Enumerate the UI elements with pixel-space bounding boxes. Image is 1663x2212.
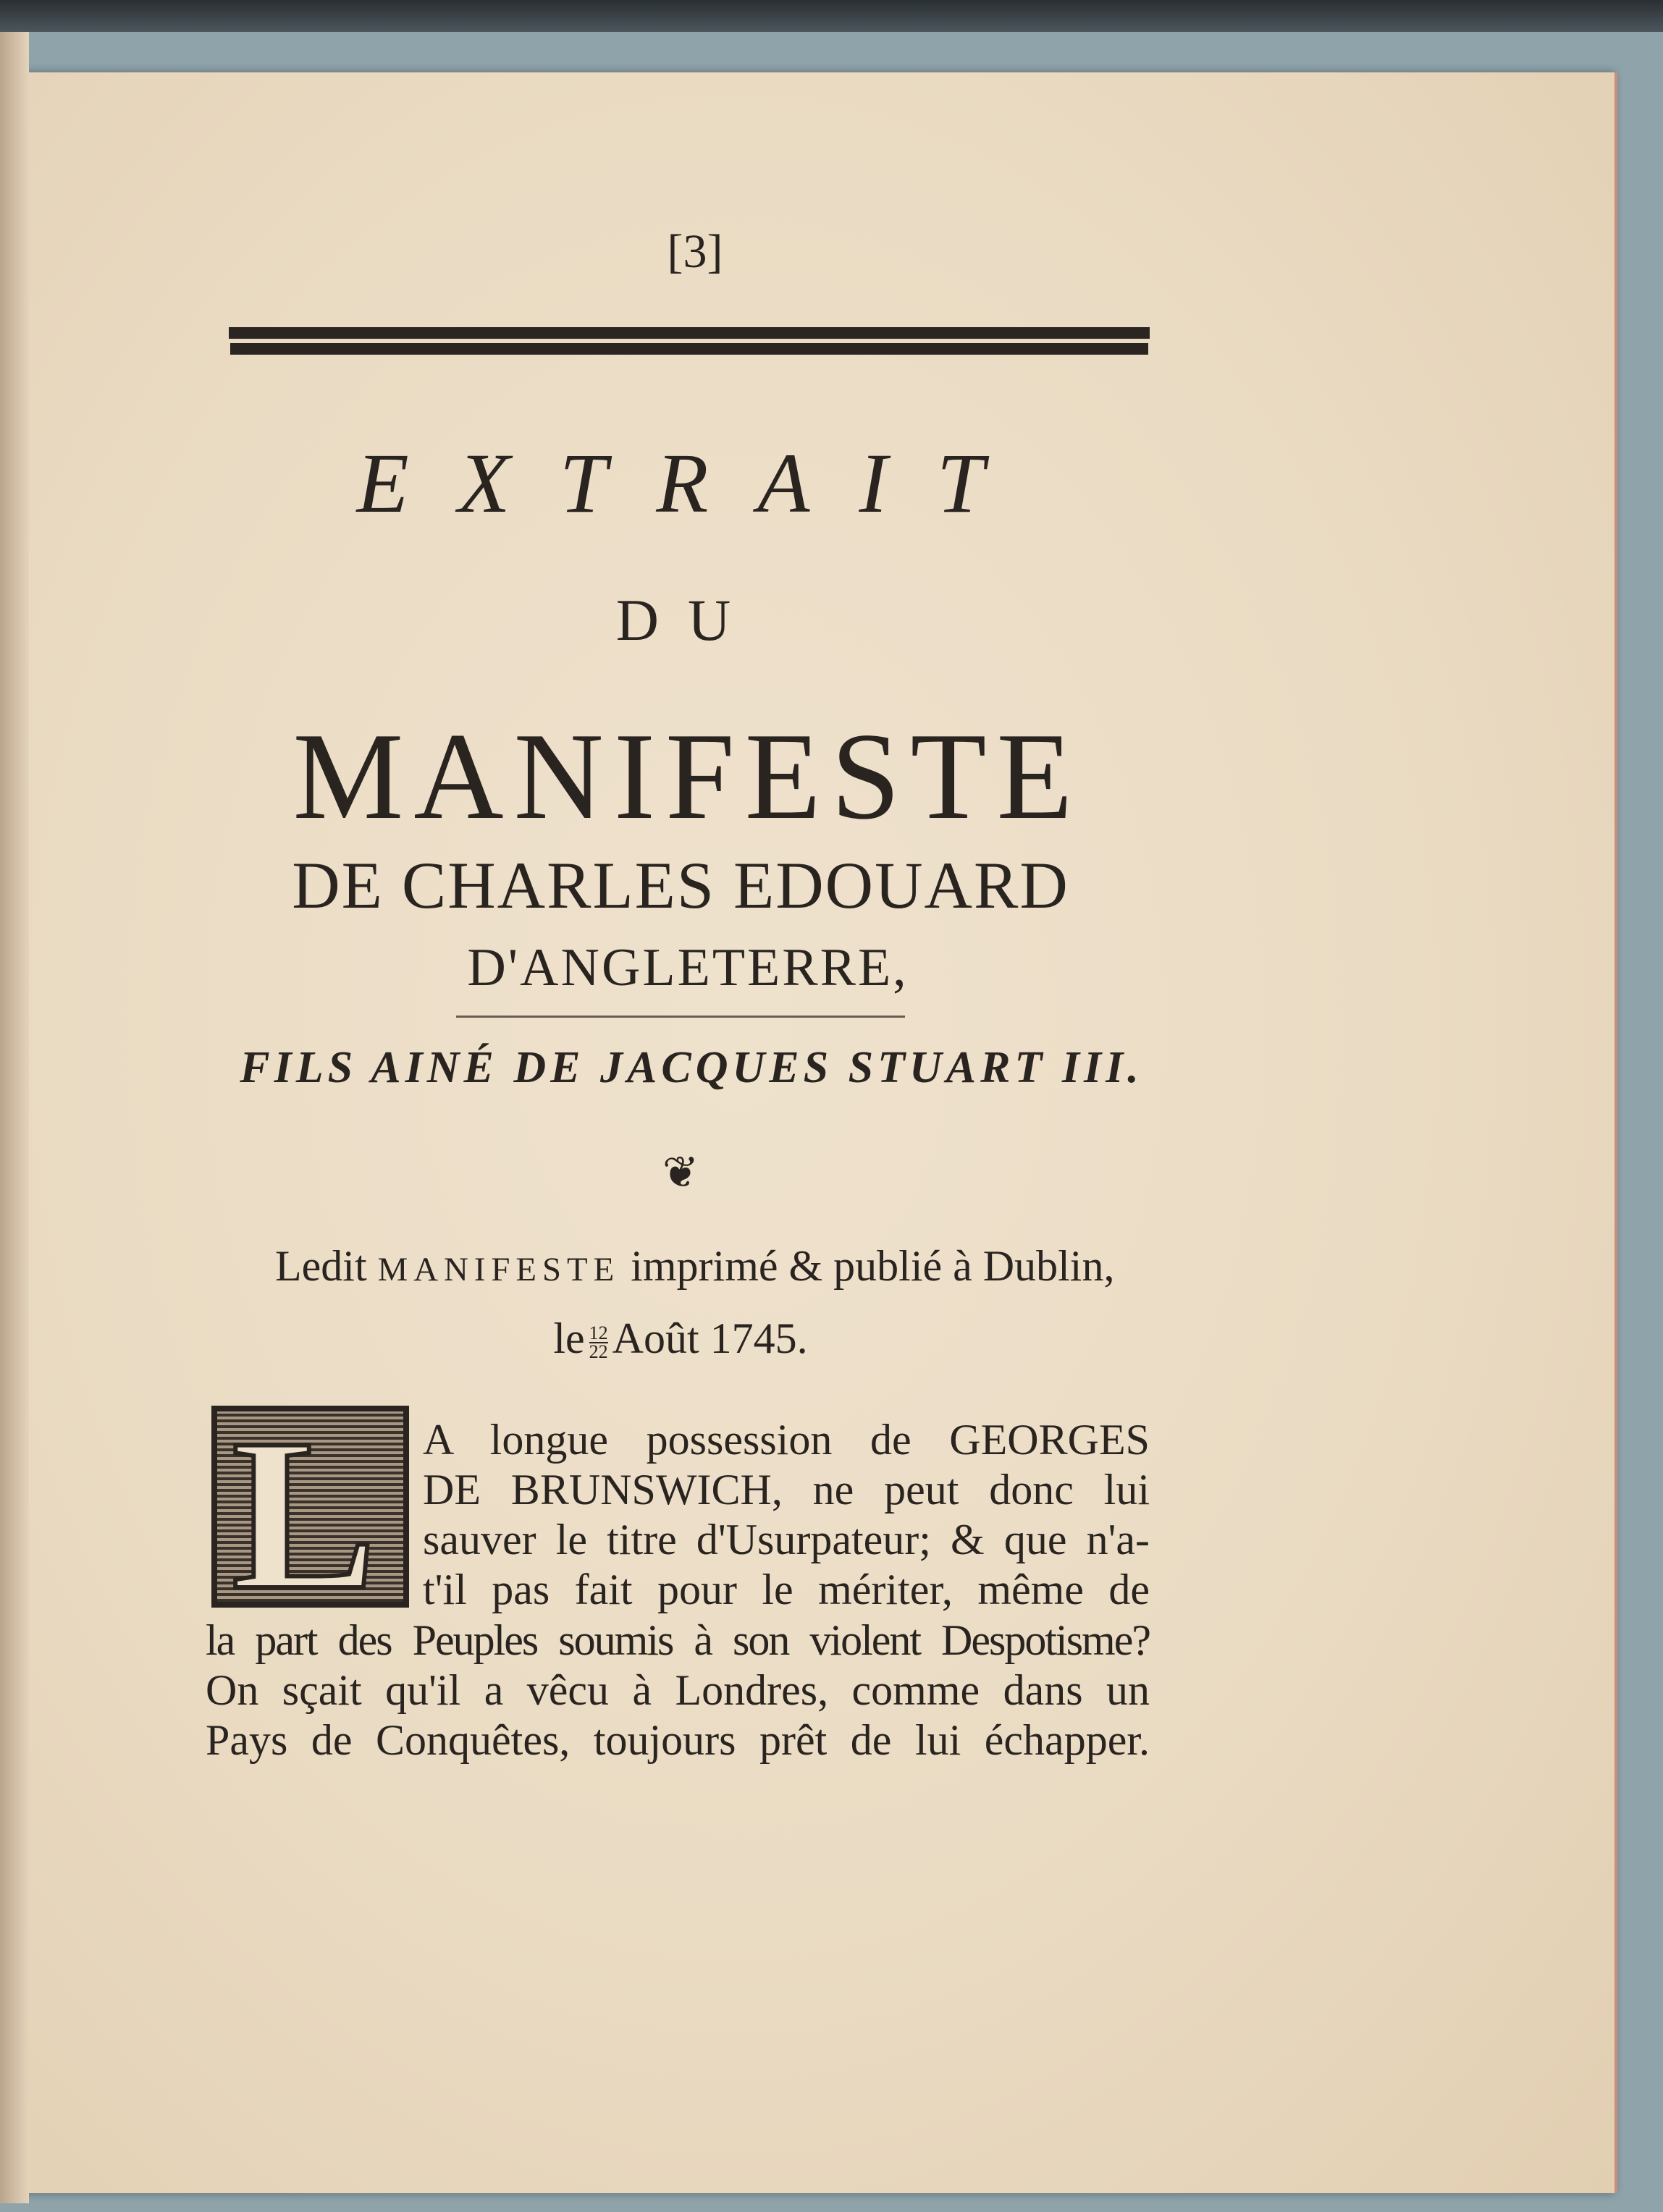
date-prefix: le [553, 1314, 585, 1362]
date-suffix: Août 1745. [612, 1314, 808, 1362]
imprint-line [275, 1241, 1115, 1291]
page-number: [3] [667, 225, 723, 278]
date-numerator: 12 [589, 1322, 608, 1344]
imprint-ledit: Ledit [275, 1242, 367, 1290]
imprint-date [507, 1314, 854, 1364]
title-angleterre: D'ANGLETERRE, [467, 938, 909, 997]
body-line: Pays de Conquêtes, toujours prêt de lui échapper. [206, 1716, 1150, 1764]
date-denominator: 22 [589, 1341, 608, 1363]
book-gutter [0, 32, 29, 2203]
body-line: On sçait qu'il a vêcu à Londres, comme dans un [206, 1666, 1150, 1714]
body-line: t'il pas fait pour le mériter, même de [423, 1566, 1150, 1613]
header-rule [229, 327, 1150, 342]
imprint-rest: imprimé & publié à Dublin, [631, 1242, 1115, 1290]
body-line: la part des Peuples soumis à son violent Despotisme? [206, 1616, 1150, 1664]
book-page [14, 72, 1614, 2193]
scan-top-edge [0, 0, 1663, 32]
body-line: DE BRUNSWICH, ne peut donc lui [423, 1466, 1150, 1514]
title-charles-edouard: DE CHARLES EDOUARD [292, 848, 1069, 922]
title-underline [456, 1016, 905, 1018]
imprint-manifeste: MANIFESTE [377, 1251, 620, 1288]
title-fils-aine: FILS AINÉ DE JACQUES STUART III. [240, 1043, 1143, 1092]
title-extrait: EXTRAIT [356, 436, 1034, 531]
body-line: sauver le titre d'Usurpateur; & que n'a- [423, 1516, 1150, 1563]
fleuron-ornament-icon: ❦ [662, 1149, 699, 1196]
title-du: DU [615, 587, 760, 653]
title-manifeste: MANIFESTE [292, 708, 1083, 845]
decorated-initial [211, 1394, 409, 1634]
date-fraction [589, 1322, 608, 1363]
body-line: A longue possession de GEORGES [423, 1416, 1150, 1464]
drop-cap-letter: L [232, 1394, 377, 1634]
